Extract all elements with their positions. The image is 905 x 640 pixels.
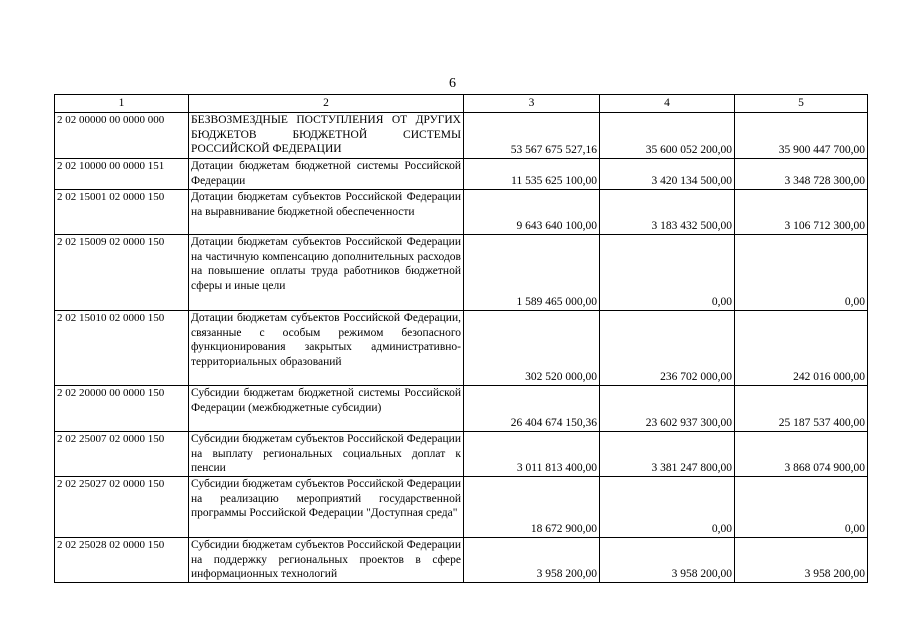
row-value-col4: 3 183 432 500,00 <box>600 190 735 235</box>
row-value-col4: 3 381 247 800,00 <box>600 432 735 477</box>
budget-table <box>54 94 868 583</box>
row-value-col3: 1 589 465 000,00 <box>464 235 600 311</box>
row-name: Субсидии бюджетам субъектов Российской Федерации на реализацию мероприятий государственной программы Российской Федерации "Доступная среда" <box>189 477 464 538</box>
row-code: 2 02 00000 00 0000 000 <box>55 113 189 159</box>
row-name: Субсидии бюджетам бюджетной системы Российской Федерации (межбюджетные субсидии) <box>189 386 464 432</box>
row-name: Дотации бюджетам субъектов Российской Федерации на частичную компенсацию дополнительных расходов на повышение оплаты труда работников бюджетной сферы и иные цели <box>189 235 464 311</box>
row-value-col4: 35 600 052 200,00 <box>600 113 735 159</box>
row-value-col5: 3 868 074 900,00 <box>735 432 868 477</box>
row-value-col3: 3 011 813 400,00 <box>464 432 600 477</box>
row-value-col3: 26 404 674 150,36 <box>464 386 600 432</box>
column-header: 2 <box>189 95 464 113</box>
row-value-col5: 3 348 728 300,00 <box>735 159 868 190</box>
row-value-col4: 3 420 134 500,00 <box>600 159 735 190</box>
row-name: Дотации бюджетам бюджетной системы Российской Федерации <box>189 159 464 190</box>
column-header: 1 <box>55 95 189 113</box>
column-header: 4 <box>600 95 735 113</box>
row-value-col4: 0,00 <box>600 235 735 311</box>
table-header-row <box>55 95 868 113</box>
row-value-col5: 0,00 <box>735 235 868 311</box>
row-value-col5: 242 016 000,00 <box>735 311 868 386</box>
row-value-col3: 53 567 675 527,16 <box>464 113 600 159</box>
row-value-col3: 11 535 625 100,00 <box>464 159 600 190</box>
row-value-col5: 0,00 <box>735 477 868 538</box>
row-value-col5: 25 187 537 400,00 <box>735 386 868 432</box>
row-code: 2 02 20000 00 0000 150 <box>55 386 189 432</box>
row-value-col5: 35 900 447 700,00 <box>735 113 868 159</box>
row-code: 2 02 15009 02 0000 150 <box>55 235 189 311</box>
row-value-col3: 9 643 640 100,00 <box>464 190 600 235</box>
column-header: 3 <box>464 95 600 113</box>
table-row <box>55 538 868 583</box>
table-row <box>55 432 868 477</box>
row-value-col3: 3 958 200,00 <box>464 538 600 583</box>
row-value-col4: 23 602 937 300,00 <box>600 386 735 432</box>
row-value-col4: 3 958 200,00 <box>600 538 735 583</box>
row-value-col5: 3 958 200,00 <box>735 538 868 583</box>
row-name: Дотации бюджетам субъектов Российской Федерации на выравнивание бюджетной обеспеченности <box>189 190 464 235</box>
row-code: 2 02 10000 00 0000 151 <box>55 159 189 190</box>
row-value-col4: 0,00 <box>600 477 735 538</box>
table-row <box>55 311 868 386</box>
row-value-col5: 3 106 712 300,00 <box>735 190 868 235</box>
row-code: 2 02 15001 02 0000 150 <box>55 190 189 235</box>
row-value-col4: 236 702 000,00 <box>600 311 735 386</box>
row-value-col3: 18 672 900,00 <box>464 477 600 538</box>
row-name: Субсидии бюджетам субъектов Российской Федерации на выплату региональных социальных доплат к пенсии <box>189 432 464 477</box>
table-row <box>55 235 868 311</box>
row-name: Субсидии бюджетам субъектов Российской Федерации на поддержку региональных проектов в сфере информационных технологий <box>189 538 464 583</box>
table-row <box>55 386 868 432</box>
column-header: 5 <box>735 95 868 113</box>
row-code: 2 02 25007 02 0000 150 <box>55 432 189 477</box>
page-number: 6 <box>449 76 456 91</box>
table-row <box>55 159 868 190</box>
row-value-col3: 302 520 000,00 <box>464 311 600 386</box>
table-row <box>55 190 868 235</box>
row-code: 2 02 15010 02 0000 150 <box>55 311 189 386</box>
row-name: БЕЗВОЗМЕЗДНЫЕ ПОСТУПЛЕНИЯ ОТ ДРУГИХ БЮДЖЕТОВ БЮДЖЕТНОЙ СИСТЕМЫ РОССИЙСКОЙ ФЕДЕРАЦИИ <box>189 113 464 159</box>
table-row <box>55 477 868 538</box>
row-code: 2 02 25027 02 0000 150 <box>55 477 189 538</box>
row-name: Дотации бюджетам субъектов Российской Федерации, связанные с особым режимом безопасного функционирования закрытых административно-территориальных образований <box>189 311 464 386</box>
row-code: 2 02 25028 02 0000 150 <box>55 538 189 583</box>
table-row <box>55 113 868 159</box>
